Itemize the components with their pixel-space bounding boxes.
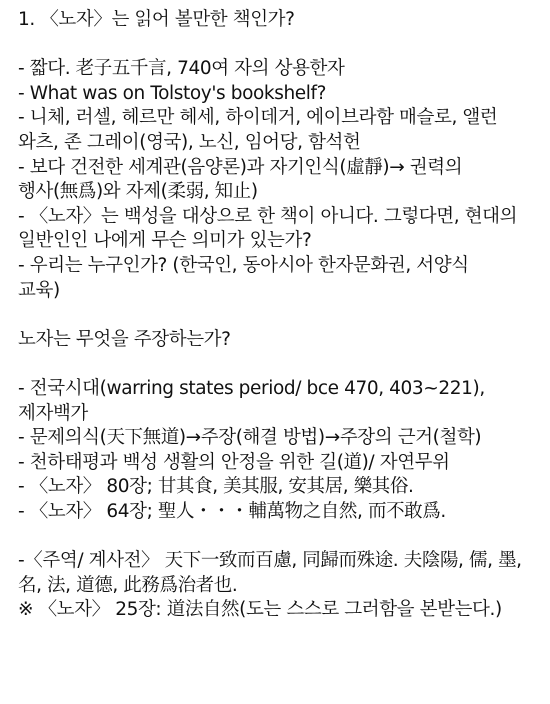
text-line: 名, 法, 道德, 此務爲治者也. bbox=[18, 574, 238, 596]
text-line: - 짧다. 老子五千言, 740여 자의 상용한자 bbox=[18, 58, 345, 80]
text-line: - 〈노자〉 80장; 甘其食, 美其服, 安其居, 樂其俗. bbox=[18, 476, 414, 498]
text-line: - 천하태평과 백성 생활의 안정을 위한 길(道)/ 자연무위 bbox=[18, 451, 450, 473]
text-line: - 문제의식(天下無道)→주장(해결 방법)→주장의 근거(철학) bbox=[18, 427, 482, 449]
text-line: - 〈노자〉는 백성을 대상으로 한 책이 아니다. 그렇다면, 현대의 bbox=[18, 205, 518, 227]
text-line: - 〈노자〉 64장; 聖人・・・輔萬物之自然, 而不敢爲. bbox=[18, 500, 446, 522]
text-line: 행사(無爲)와 자제(柔弱, 知止) bbox=[18, 181, 258, 203]
blank-line bbox=[18, 524, 540, 549]
blank-line bbox=[18, 352, 540, 377]
text-line: - 니체, 러셀, 헤르만 헤세, 하이데거, 에이브라함 매슬로, 앨런 bbox=[18, 107, 498, 129]
text-line: - What was on Tolstoy's bookshelf? bbox=[18, 82, 327, 104]
text-line: 제자백가 bbox=[18, 402, 88, 424]
text-line: ※ 〈노자〉 25장: 道法自然(도는 스스로 그러함을 본받는다.) bbox=[18, 599, 502, 621]
question-heading-2: 노자는 무엇을 주장하는가? bbox=[18, 328, 231, 350]
text-line: - 우리는 누구인가? (한국인, 동아시아 한자문화권, 서양식 bbox=[18, 254, 469, 276]
text-line: - 보다 건전한 세계관(음양론)과 자기인식(虛靜)→ 권력의 bbox=[18, 156, 463, 178]
text-line: -〈주역/ 계사전〉 天下一致而百慮, 同歸而殊途. 夫陰陽, 儒, 墨, bbox=[18, 550, 522, 572]
text-line: 와츠, 존 그레이(영국), 노신, 임어당, 함석헌 bbox=[18, 131, 361, 153]
question-heading-1: 1. 〈노자〉는 읽어 볼만한 책인가? bbox=[18, 9, 295, 30]
text-line: 교육) bbox=[18, 279, 60, 301]
text-line: - 전국시대(warring states period/ bce 470, 403~221), bbox=[18, 377, 485, 399]
blank-line bbox=[18, 33, 540, 58]
text-line: 일반인인 나에게 무슨 의미가 있는가? bbox=[18, 230, 312, 252]
blank-line bbox=[18, 303, 540, 328]
